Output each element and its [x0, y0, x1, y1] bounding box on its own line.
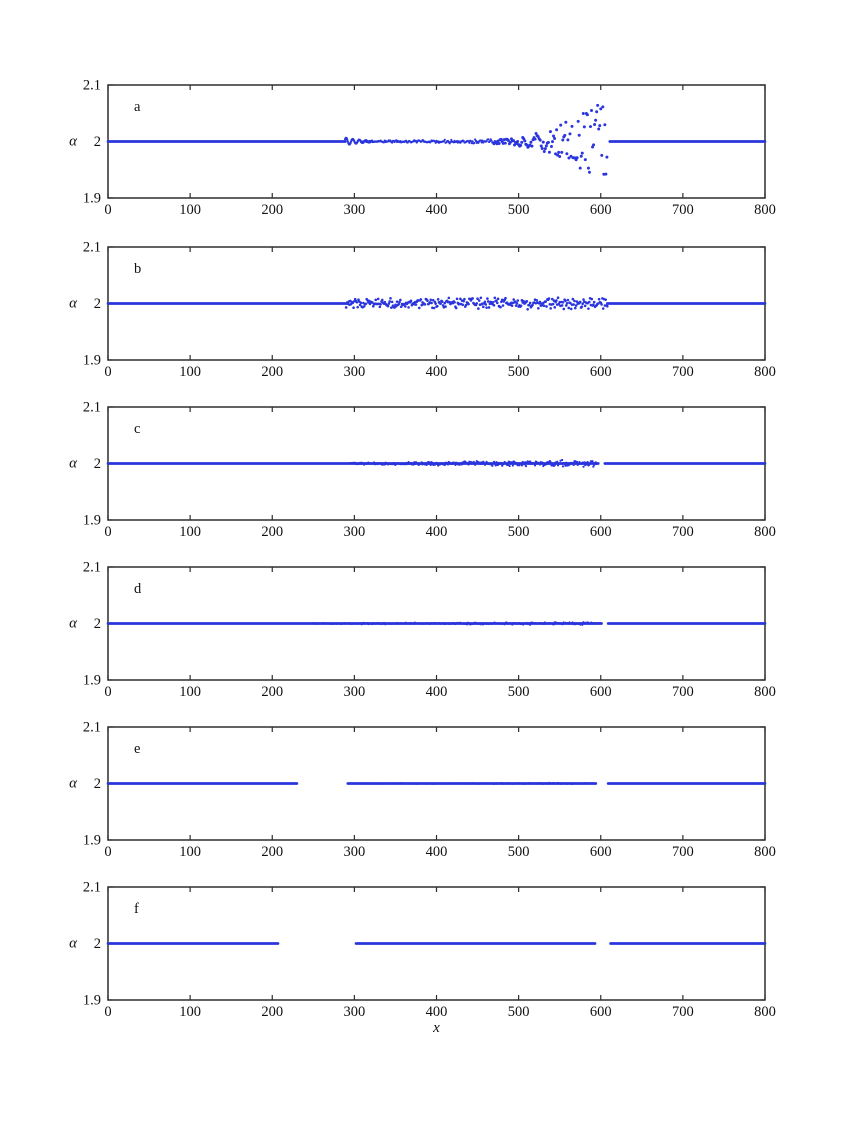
svg-text:0: 0: [104, 684, 112, 700]
svg-text:500: 500: [507, 844, 530, 860]
svg-text:700: 700: [672, 524, 694, 540]
svg-text:α: α: [69, 935, 77, 952]
svg-text:2.1: 2.1: [82, 77, 101, 94]
svg-text:700: 700: [672, 202, 694, 218]
svg-text:800: 800: [754, 202, 776, 218]
svg-text:α: α: [69, 133, 77, 150]
svg-text:1.9: 1.9: [82, 832, 101, 849]
panel-e-plot: [0, 712, 845, 882]
svg-text:500: 500: [507, 684, 530, 700]
svg-text:500: 500: [507, 202, 530, 218]
svg-text:600: 600: [589, 684, 612, 700]
panel-b-plot: [0, 232, 845, 402]
svg-text:300: 300: [343, 202, 366, 218]
svg-text:800: 800: [754, 524, 776, 540]
svg-text:200: 200: [261, 844, 284, 860]
svg-text:800: 800: [754, 1004, 776, 1020]
svg-text:800: 800: [754, 364, 776, 380]
svg-text:100: 100: [179, 684, 201, 700]
panel-f-plot: [0, 872, 845, 1042]
svg-text:2: 2: [93, 134, 101, 150]
svg-text:700: 700: [672, 1004, 694, 1020]
svg-text:d: d: [134, 581, 142, 597]
svg-text:α: α: [69, 295, 77, 312]
svg-text:100: 100: [179, 844, 201, 860]
svg-text:0: 0: [104, 364, 112, 380]
svg-text:0: 0: [104, 524, 112, 540]
svg-text:2.1: 2.1: [82, 879, 101, 896]
svg-text:100: 100: [179, 364, 201, 380]
svg-text:2.1: 2.1: [82, 399, 101, 416]
svg-text:x: x: [433, 1020, 440, 1036]
svg-text:500: 500: [507, 524, 530, 540]
svg-text:a: a: [134, 99, 141, 115]
svg-text:300: 300: [343, 364, 366, 380]
svg-text:700: 700: [672, 684, 694, 700]
svg-text:2: 2: [93, 296, 101, 312]
svg-text:600: 600: [589, 1004, 612, 1020]
svg-text:α: α: [69, 455, 77, 472]
svg-text:2: 2: [93, 616, 101, 632]
svg-text:2: 2: [93, 936, 101, 952]
svg-text:500: 500: [507, 364, 530, 380]
svg-text:300: 300: [343, 684, 366, 700]
svg-text:α: α: [69, 775, 77, 792]
svg-text:400: 400: [425, 364, 448, 380]
svg-text:400: 400: [425, 1004, 448, 1020]
svg-text:0: 0: [104, 844, 112, 860]
svg-text:2.1: 2.1: [82, 559, 101, 576]
svg-text:600: 600: [589, 844, 612, 860]
svg-text:300: 300: [343, 844, 366, 860]
svg-text:1.9: 1.9: [82, 512, 101, 529]
svg-text:200: 200: [261, 364, 284, 380]
svg-text:2.1: 2.1: [82, 239, 101, 256]
svg-text:1.9: 1.9: [82, 190, 101, 207]
svg-text:700: 700: [672, 364, 694, 380]
svg-text:200: 200: [261, 524, 284, 540]
svg-text:1.9: 1.9: [82, 672, 101, 689]
svg-text:c: c: [134, 421, 141, 437]
svg-text:f: f: [134, 901, 139, 917]
svg-text:600: 600: [589, 364, 612, 380]
svg-text:300: 300: [343, 1004, 366, 1020]
svg-text:400: 400: [425, 844, 448, 860]
svg-text:2.1: 2.1: [82, 719, 101, 736]
panel-c-plot: [0, 392, 845, 562]
svg-text:100: 100: [179, 202, 201, 218]
svg-text:700: 700: [672, 844, 694, 860]
svg-text:400: 400: [425, 524, 448, 540]
panel-d-plot: [0, 552, 845, 722]
svg-text:2: 2: [93, 776, 101, 792]
svg-text:600: 600: [589, 202, 612, 218]
svg-text:800: 800: [754, 844, 776, 860]
svg-text:500: 500: [507, 1004, 530, 1020]
svg-text:100: 100: [179, 1004, 201, 1020]
svg-text:b: b: [134, 261, 142, 277]
svg-text:e: e: [134, 741, 141, 757]
svg-text:α: α: [69, 615, 77, 632]
svg-text:0: 0: [104, 1004, 112, 1020]
svg-text:400: 400: [425, 202, 448, 218]
panel-a-plot: [0, 70, 845, 240]
svg-text:1.9: 1.9: [82, 992, 101, 1009]
svg-text:100: 100: [179, 524, 201, 540]
svg-text:200: 200: [261, 202, 284, 218]
svg-text:2: 2: [93, 456, 101, 472]
svg-text:0: 0: [104, 202, 112, 218]
svg-text:800: 800: [754, 684, 776, 700]
svg-text:200: 200: [261, 684, 284, 700]
svg-text:300: 300: [343, 524, 366, 540]
svg-text:200: 200: [261, 1004, 284, 1020]
svg-text:600: 600: [589, 524, 612, 540]
svg-text:1.9: 1.9: [82, 352, 101, 369]
svg-text:400: 400: [425, 684, 448, 700]
